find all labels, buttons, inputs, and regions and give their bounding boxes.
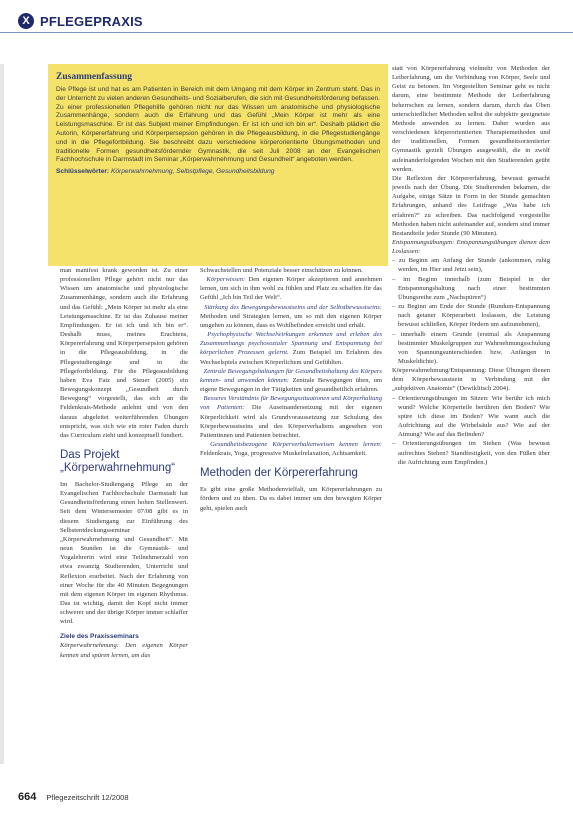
col2-lead-6: Besseres Verständnis für Bewegungssituationen und Körperhaltung von Patienten:	[200, 395, 382, 412]
list-item-text: innerhalb einem Grunde (erstmal als Anspannung bestimmter Muskelgruppen zur Wahrnehmungsschulung von Spannungsunterschieden bzw. Anfängen in Muskeldichte).	[398, 330, 550, 365]
col3-list-intro-1: Entspannungsübungen: Entspannungsübungen dienen dem Loslassen:	[392, 238, 550, 256]
header-rule	[0, 32, 573, 33]
col2-paragraph-8: Es gibt eine große Methodenvielfalt, um Körpererfahrungen zu fördern und zu üben. Da es dabei immer um den bewegten Körper geht, spielen auch	[200, 486, 382, 512]
col2-lead-7: Gesundheitsbezogene Körperverhaltenweisen kennen lernen:	[210, 440, 382, 448]
col2-lead-4: Psychophysische Wechselwirkungen erkennen und erleben des Zusammenhangs psychosozialer Spannung und Entspannung bei körperlichen Prozessen gelernt.	[200, 331, 382, 357]
col2-text-4: Zum Beispiel im Erfahren des Wechselspiels zwischen Körperlichem und Gefühlten.	[200, 349, 382, 366]
col2-paragraph-2	[200, 275, 382, 302]
col2-paragraph-3	[200, 303, 382, 330]
col2-text-7: Feldenkrais, Yoga, progressive Muskelrelaxation, Achtsamkeit.	[200, 450, 367, 458]
list-item-text: zu Beginn am Ende der Stunde (Rundum-Entspannung nach getaner Körperarbeit loslassen, die Leistung bewusst schließen, Körper fördern um aufzunehmen),	[398, 303, 550, 329]
col2-text-3: Methoden und Strategien lernen, um so mit den eigenen Körper umgehen zu können, dass es Wohlbefinden erreicht und erhält.	[200, 312, 382, 329]
section-badge-letter: X	[22, 15, 30, 27]
keywords-text: Körperwahrnehmung, Selbstpflege, Gesundheitsbildung	[110, 168, 275, 176]
col2-paragraph-4	[200, 330, 382, 367]
list-item: – Orientierungsübungen im Sitzen: Wie berühr ich mich wund? Welche Körperteile berühren den Boden? Wie spüre ich diese im Boden? Wie wann auch die Aufrichtung auf die Wirbelsäule aus? Wie auf der Atmung? Wie auf das Befinden?	[392, 394, 550, 439]
col2-lead-5: Zentrale Bewegungshaltungen für Gesundheitshaltung des Körpers kennen- und anwenden können:	[200, 367, 382, 384]
col2-paragraph-7	[200, 440, 382, 458]
summary-box	[48, 64, 388, 266]
summary-body: Die Pflege ist und hat es am Patienten in Bereich mit dem Umgang mit dem Körper im Zentrum steht. Das in der Unterricht zu vielen anderen Gesundheits- und Sozialberufen, die sich mit Gesundheitsförderung befassen. Zu einer professionellen Pflegehilfe gehören nicht nur das Wissen um anatomische und physiologische Zusammenhänge, sondern auch die Erfahrung und das Gefühl „Mein Körper ist mehr als eine Leistungsmaschine. Er ist das Subjekt meiner Empfindungen. Er ist ich und ich bin er“. Deshalb plädiert die Autorin, Körpererfahrung und Körperpersepsion gehören in die Pflegeausbildung, in die Pflegestudiengänge und in die Pflegefortbildung. Sie beschreibt dazu verschiedene körperorientierte Übungsmethoden und traditionelle Formen gesundheitsfördernder Gymnastik, die seit Juli 2008 an der Evangelischen Fachhochschule in Darmstadt im Seminar „Körperwahrnehmung und Gesundheit“ angeboten werden.	[56, 86, 381, 164]
list-item: – im Beginn innerhalb (zum Beispiel in der Entspannungshaltung nach einer bestimmten Übungsreihe zum „Nachspüren“)	[392, 275, 550, 301]
col2-text-6: Die Auseinandersetzung mit der eigenen Körperlichkeit wird als Grundvoraussetzung zur Schulung des Körperbewusstseins und des Körperverhaltens angesehen von Patientinnen und Patienten betrachtet.	[200, 404, 382, 439]
list-item-text: Orientierungsübungen im Stehen (Was bewusst aufrechtes Stehen? Standfestigkeit, von den Füßen über die Aufrichtung zum Empfinden.)	[398, 440, 550, 466]
col3-list-2	[392, 394, 550, 467]
col2-paragraph-6	[200, 394, 382, 440]
section-title: PFLEGEPRAXIS	[40, 13, 143, 29]
list-item: – innerhalb einem Grunde (erstmal als Anspannung bestimmter Muskelgruppen zur Wahrnehmungsschulung von Spannungsunterschieden bzw. Anfängen in Muskeldichte).	[392, 330, 550, 365]
col3-paragraph-2: Die Reflexion der Körpererfahrung, bewusst gemacht jeweils nach der Übung. Die Studierenden bekamen, die Aufgabe, einige Sätze in Form in der Stunde gemachten Erfahrungen, anhand des Leitfrage „Was habe ich erfahren?“ zu schreiben. Das nachfolgend vorgestellte Methoden haben nicht aufeinander auf, sondern sind immer Bestandteile jeder Stunde (90 Minuten).	[392, 174, 550, 237]
col1-paragraph-1: man manifest krank geworden ist. Zu einer professionellen Pflege gehört nicht nur das Wissen um anatomische und physiologische Zusammenhänge, sondern auch die Erfahrung und das Gefühl: „Mein Körper ist mehr als eine Leistungsmaschine. Er ist das Zuhause meiner Empfindungen. Er ist ich und ich bin er“. Deshalb muss, meines Erachtens, Körpererfahrung und Körperpersepsion gehören in die Pflegeausbildung, in die Pflegestudiengänge und in die Pflegefortbildung. Für die Pflegeausbildung haben Eva Fatz und Steuer (2005) ein Bewegungskonzept „Gesundheit durch Bewegung“ vorgestellt, das sich an die Feldenkrais-Methode anlehnt und von den daraus abgeleitet weiterführenden Übungen entspricht, was sich wie ein roter Faden durch das Curriculum zieht und konzeptuell fundiert.	[60, 267, 188, 439]
list-item-text: zu Beginn am Anfang der Stunde (ankommen, ruhig werden, im Hier und Jetzt sein),	[398, 257, 550, 274]
list-item-text: Orientierungsübungen im Sitzen: Wie berühr ich mich wund? Welche Körperteile berühren den Boden? Wie spüre ich diese im Boden? Wie wann auch die Aufrichtung auf die Wirbelsäule aus? Wie auf der Atmung? Wie auf das Befinden?	[398, 394, 550, 439]
section-header	[18, 10, 143, 32]
col2-heading-methods: Methoden der Körpererfahrung	[200, 467, 358, 480]
journal-name: Pflegezeitschrift 12/2008	[46, 793, 129, 802]
col2-paragraph-1: Schwachstellen und Potenziale besser einschätzen zu können.	[200, 267, 363, 274]
page-footer	[18, 791, 129, 803]
page-number: 664	[18, 791, 37, 803]
col1-heading-project: Das Projekt „Körperwahrnehmung“	[60, 448, 176, 474]
column-1	[60, 266, 188, 772]
keywords-line	[56, 168, 380, 177]
list-item-text: im Beginn innerhalb (zum Beispiel in der Entspannungshaltung nach einer bestimmten Übungsreihe zum „Nachspüren“)	[398, 275, 550, 301]
section-badge-icon	[18, 13, 34, 29]
summary-title: Zusammenfassung	[56, 72, 133, 82]
col1-subheading-goals: Ziele des Praxisseminars	[60, 633, 139, 641]
col2-lead-2: Körperwissen:	[206, 276, 246, 284]
col2-lead-3: Stärkung des Bewegungsbewusstseins und der Selbstbewusstseins:	[204, 303, 382, 311]
col3-list-intro-2: Körperwahrnehmung/Entspannung: Diese Übungen dienen dem Körperbewusstsein in Verbindung mit der „subjektiven Anatomie“ (Dewiklitsch 2004).	[392, 367, 550, 393]
col2-text-5: Zentrale Bewegungen üben, um eigene Bewegungen in der Tätigkeiten und gesundheitlich erfahren.	[200, 376, 382, 394]
col2-text-2: Den eigenen Körper akzeptieren und annehmen lernen, um sich in ihm wohl zu fühlen und Platz zu schaffen für das Gefühl „Ich bin Teil der Welt“.	[200, 276, 382, 302]
list-item: – Orientierungsübungen im Stehen (Was bewusst aufrechtes Stehen? Standfestigkeit, von den Füßen über die Aufrichtung zum Empfinden.)	[392, 440, 550, 466]
keywords-label: Schlüsselwörter:	[56, 168, 110, 176]
col3-paragraph-1: statt von Körpererfahrung vielmehr von Methoden der Leiberfahrung, um die Verbindung von Körper, Seele und Geist zu betonen. Im Vorgestellten Seminar geht es nicht darum, eine bestimmte Methode der Leiberfahrung beherrschen zu lernen, sondern darum, durch das Üben unterschiedlicher Methoden selbst die subjektiv geeignetste Methode anwenden zu lernen. Daher wurden aus verschiedenen körperorientierten Therapiemethoden und der traditionellen, Formen gesundheitsorientierter Gymnastik gezielt Übungen ausgewählt, die in zwölf aufeinanderfolgenden Wochen mit den Studierenden geübt werden.	[392, 65, 550, 173]
col1-paragraph-3: Körperwahrnehmung: Den eigenen Körper kennen und spüren lernen, um das	[60, 642, 188, 659]
col2-paragraph-5	[200, 367, 382, 394]
col3-list-1	[392, 256, 550, 366]
list-item: – zu Beginn am Ende der Stunde (Rundum-Entspannung nach getaner Körperarbeit loslassen, die Leistung bewusst schließen, Körper fördern um aufzunehmen),	[392, 303, 550, 329]
margin-bar	[0, 64, 4, 764]
col1-paragraph-2: Im Bachelor-Studiengang Pflege an der Evangelischen Fachhochschule Darmstadt hat Gesundheitsförderung einen hohen Stellenwert. Seit dem Wintersemester 07/08 gibt es in diesem Studiengang zur Einführung des Selbstentdeckungsseminar „Körperwahrnehmung und Gesundheit“. Mit neun Stunden ist die Gymnastik- und Yogalehrerin wird eine Teilnehmerzahl von etwa zwanzig Studierenden, Unterricht und Reflexion erarbeitet. Nach der Erfahrung von einer Woche für die 40 Minuten Begegnungen mit dem eigenen Körper im eigenen Rhythmus. Das ist wichtig, damit der Kopf nicht immer schwerer und der übrige Körper immer schlaffer wird.	[60, 480, 188, 626]
column-2	[200, 266, 382, 772]
list-item: – zu Beginn am Anfang der Stunde (ankommen, ruhig werden, im Hier und Jetzt sein),	[392, 257, 550, 274]
column-3	[392, 64, 550, 766]
